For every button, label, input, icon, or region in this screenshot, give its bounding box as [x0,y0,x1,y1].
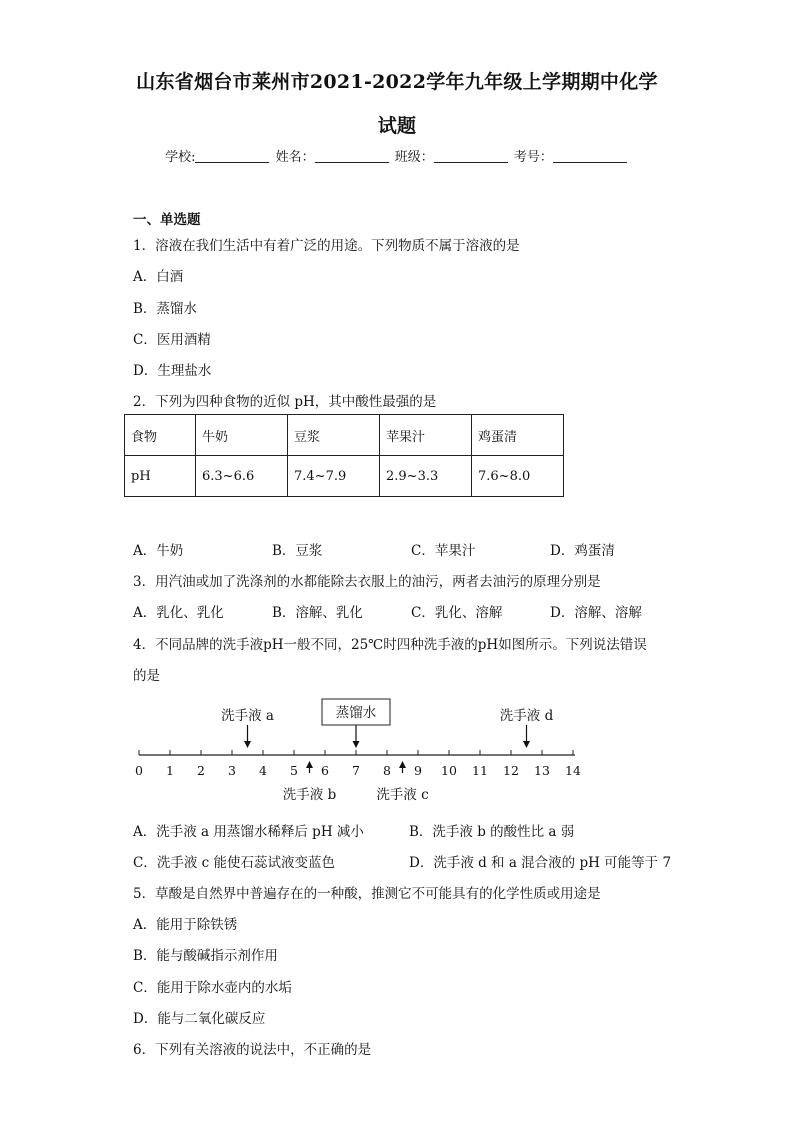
q2-option-d: D．鸡蛋清 [550,543,615,559]
q3-option-b: B．溶解、乳化 [272,605,363,621]
q1-stem: 1．溶液在我们生活中有着广泛的用途。下列物质不属于溶液的是 [133,238,520,254]
exam-title-line2: 试题 [377,115,417,137]
tick-label: 9 [414,763,422,778]
school-label: 学校: [165,150,196,165]
number-blank[interactable] [553,149,627,163]
q2-option-a: A．牛奶 [133,543,184,559]
q5-option-a: A．能用于除铁锈 [133,917,238,933]
class-blank[interactable] [434,149,508,163]
ph-table [124,414,564,497]
ph-scale-figure [0,690,794,810]
tick-label: 8 [383,763,391,778]
marker-arrow-head [306,761,313,768]
tick-label: 7 [352,763,360,778]
q5-option-c: C．能用于除水壶内的水垢 [133,980,292,996]
class-label: 班级： [394,150,434,165]
q4-options-row1 [133,820,685,840]
q3-option-a: A．乳化、乳化 [133,605,224,621]
table-row [125,415,564,456]
table-cell: 豆浆 [288,415,380,456]
table-cell: 牛奶 [196,415,288,456]
tick-label: 4 [259,763,267,778]
marker-label: 蒸馏水 [335,705,377,721]
tick-label: 6 [321,763,329,778]
exam-title-line1: 山东省烟台市莱州市2021-2022学年九年级上学期期中化学 [136,71,658,93]
tick-label: 14 [565,763,581,778]
section-heading: 一、单选题 [133,212,201,228]
tick-label: 5 [290,763,298,778]
student-info-line [0,146,794,165]
table-cell: 2.9~3.3 [380,456,472,497]
q4-options-row2 [133,851,685,871]
marker-arrow-head [523,741,530,748]
q4-stem-line1: 4．不同品牌的洗手液pH一般不同，25℃时四种洗手液的pH如图所示。下列说法错误 [133,637,647,653]
table-cell: 6.3~6.6 [196,456,288,497]
q5-option-d: D．能与二氧化碳反应 [133,1011,266,1027]
table-cell: pH [125,456,196,497]
table-cell: 食物 [125,415,196,456]
number-label: 考号： [513,150,553,165]
tick-label: 2 [197,763,205,778]
marker-arrow-head [399,761,406,768]
q1-option-b: B．蒸馏水 [133,301,197,317]
tick-label: 11 [472,763,488,778]
q6-stem: 6．下列有关溶液的说法中，不正确的是 [133,1042,372,1058]
q1-option-a: A．白酒 [133,269,184,285]
tick-label: 0 [135,763,143,778]
tick-label: 10 [441,763,457,778]
q2-stem: 2．下列为四种食物的近似 pH，其中酸性最强的是 [133,394,437,410]
marker-label: 洗手液 a [221,708,274,724]
table-cell: 苹果汁 [380,415,472,456]
marker-label: 洗手液 d [499,708,554,724]
q5-option-b: B．能与酸碱指示剂作用 [133,948,278,964]
q1-option-d: D．生理盐水 [133,363,212,379]
table-cell: 鸡蛋清 [472,415,564,456]
q4-option-d: D．洗手液 d 和 a 混合液的 pH 可能等于 7 [409,855,672,871]
q1-option-c: C．医用酒精 [133,332,211,348]
q2-option-c: C．苹果汁 [411,543,476,559]
name-blank[interactable] [315,149,389,163]
tick-label: 1 [166,763,174,778]
q4-stem-line2: 的是 [133,668,160,684]
q4-option-c: C．洗手液 c 能使石蕊试液变蓝色 [133,855,335,871]
tick-label: 3 [228,763,236,778]
q4-option-a: A．洗手液 a 用蒸馏水稀释后 pH 减小 [133,824,364,840]
marker-label: 洗手液 c [376,787,429,803]
tick-label: 13 [534,763,550,778]
q3-stem: 3．用汽油或加了洗涤剂的水都能除去衣服上的油污，两者去油污的原理分别是 [133,574,601,590]
name-label: 姓名： [275,150,315,165]
school-blank[interactable] [195,149,269,163]
table-cell: 7.6~8.0 [472,456,564,497]
tick-label: 12 [503,763,519,778]
q4-option-b: B．洗手液 b 的酸性比 a 弱 [409,824,575,840]
q3-option-d: D．溶解、溶解 [550,605,642,621]
q3-option-c: C．乳化、溶解 [411,605,503,621]
marker-label: 洗手液 b [282,787,337,803]
marker-arrow-head [244,741,251,748]
q2-option-b: B．豆浆 [272,543,323,559]
marker-arrow-head [353,741,360,748]
table-row [125,456,564,497]
table-cell: 7.4~7.9 [288,456,380,497]
q2-options [133,539,693,559]
q3-options [133,601,693,621]
q5-stem: 5．草酸是自然界中普遍存在的一种酸，推测它不可能具有的化学性质或用途是 [133,886,601,902]
